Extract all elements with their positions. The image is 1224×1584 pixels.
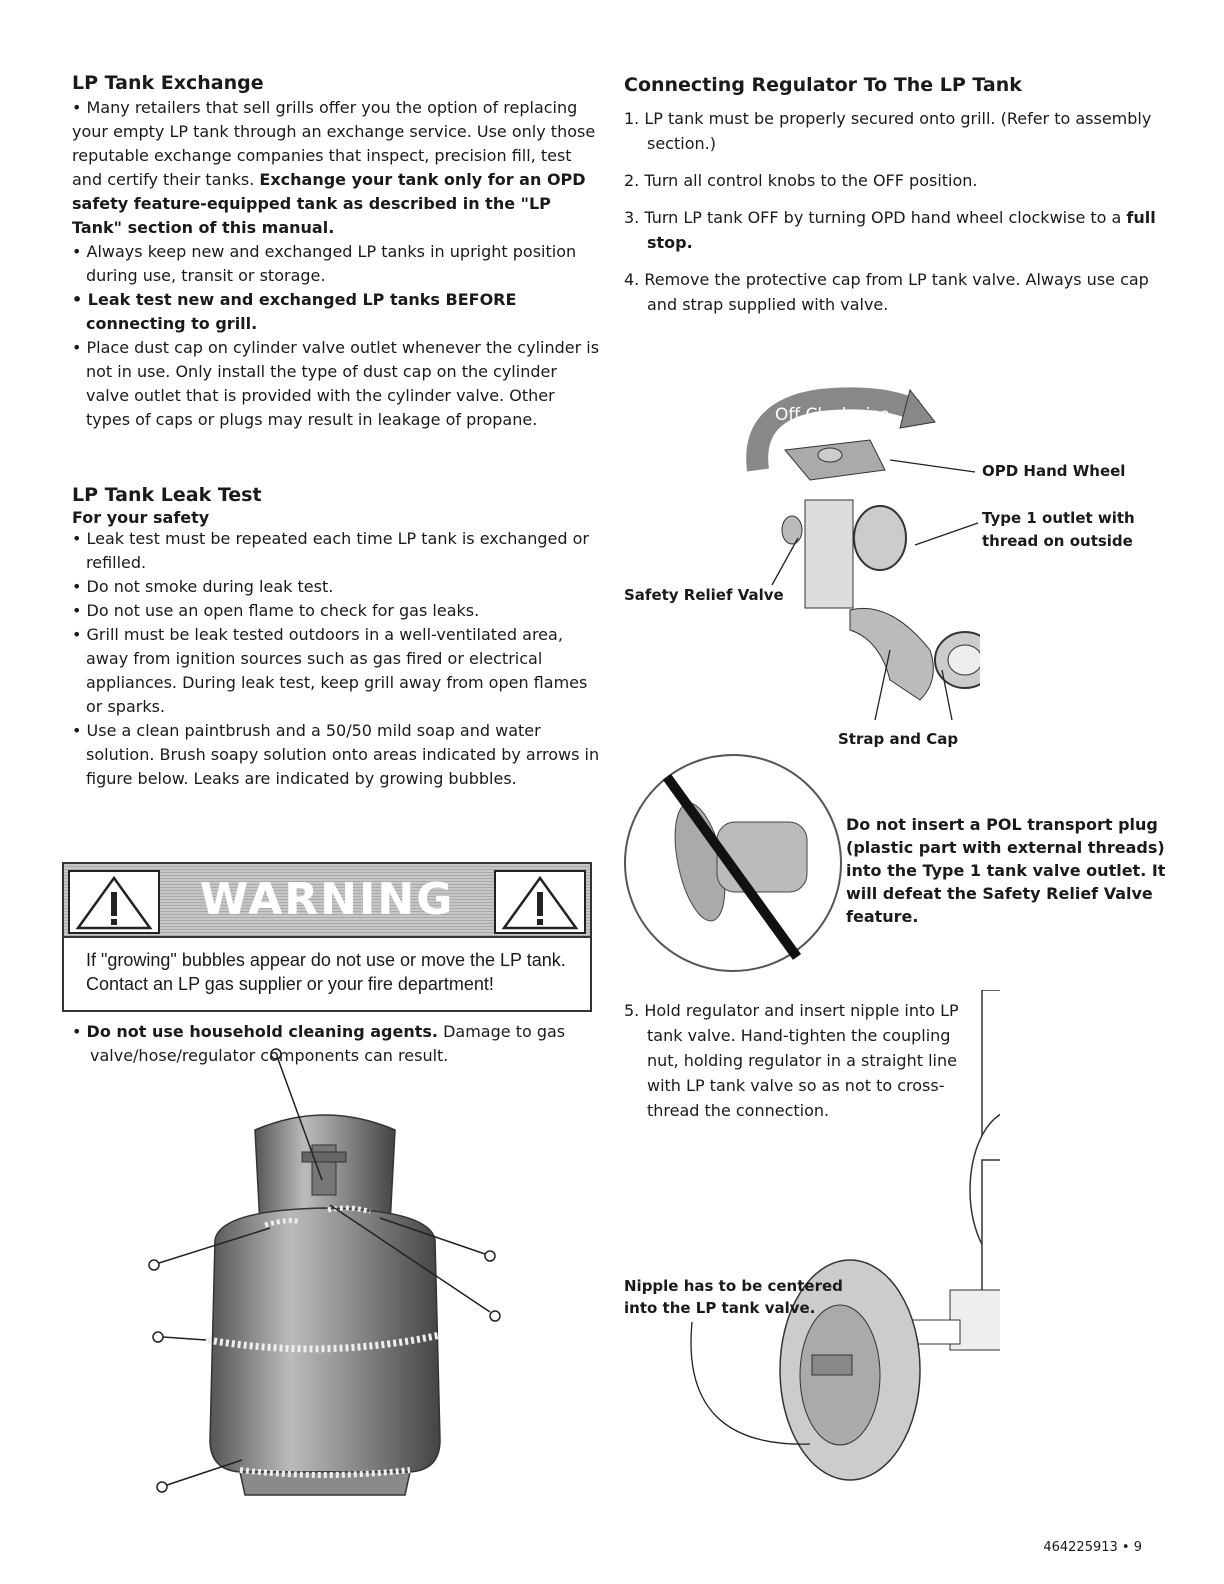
note-bold: Do not use household cleaning agents. <box>86 1022 438 1041</box>
lp-tank-illustration <box>140 1040 540 1560</box>
paragraph-text: • Many retailers that sell grills offer you the option of replacing your empty LP tank through an exchange service. Use only those reputable exchange companies that inspect, precision fill, test and certify their tanks. <box>72 98 596 189</box>
section-heading: LP Tank Exchange <box>72 72 264 94</box>
step-item: 1. LP tank must be properly secured onto grill. (Refer to assembly section.) <box>624 109 1152 153</box>
step-text: 3. Turn LP tank OFF by turning OPD hand wheel clockwise to a <box>624 208 1127 227</box>
lp-tank-exchange-section <box>72 72 602 432</box>
bullet-item: • Do not smoke during leak test. <box>72 577 334 596</box>
household-agents-note: • Do not use household cleaning agents. Damage to gas valve/hose/regulator components can result. <box>72 1022 566 1065</box>
subheading: For your safety <box>72 508 210 527</box>
step-bold-text: full stop. <box>647 208 1156 252</box>
bullet-item: • Always keep new and exchanged LP tanks in upright position during use, transit or storage. <box>72 242 577 285</box>
no-pol-plug-icon <box>622 752 844 974</box>
off-clockwise-arrow-text: Off Clockwise <box>775 405 890 425</box>
nipple-label: Nipple has to be centered into the LP tank valve. <box>624 1277 843 1317</box>
opd-hand-wheel-label: OPD Hand Wheel <box>982 462 1126 480</box>
step-item <box>624 205 1164 255</box>
lp-tank-leak-test-section <box>72 484 602 791</box>
strap-and-cap-label: Strap and Cap <box>838 730 959 748</box>
safety-relief-valve-label: Safety Relief Valve <box>624 586 784 604</box>
bullet-item: • Place dust cap on cylinder valve outlet whenever the cylinder is not in use. Only install the type of dust cap on the cylinder valve outlet that is provided with the cylinder valve. Other types of caps or plugs may result in leakage of propane. <box>72 338 600 429</box>
bullet-item: • Leak test new and exchanged LP tanks BEFORE connecting to grill. <box>72 290 517 333</box>
step-item: 2. Turn all control knobs to the OFF position. <box>624 171 978 190</box>
step-item: 5. Hold regulator and insert nipple into LP tank valve. Hand-tighten the coupling nut, holding regulator in a straight line with LP tank valve so as not to cross-thread the connection. <box>624 1001 959 1120</box>
note-text: Damage to gas valve/hose/regulator components can result. <box>90 1022 566 1065</box>
section-heading: Connecting Regulator To The LP Tank <box>624 74 1022 96</box>
warning-message: If "growing" bubbles appear do not use or move the LP tank. Contact an LP gas supplier or your fire department! <box>86 950 566 994</box>
connecting-regulator-section <box>624 74 1164 329</box>
warning-banner <box>64 864 590 938</box>
warning-title: WARNING <box>199 874 455 925</box>
bullet-item: • Grill must be leak tested outdoors in a well-ventilated area, away from ignition sources such as gas fired or electrical appliances. During leak test, keep grill away from open flames or sparks. <box>72 625 588 716</box>
type1-outlet-label: Type 1 outlet with thread on outside <box>982 509 1135 550</box>
page-footer: 464225913 • 9 <box>1043 1540 1142 1555</box>
nipple-leader <box>680 1318 820 1498</box>
section-heading: LP Tank Leak Test <box>72 484 262 506</box>
pol-warning-text: Do not insert a POL transport plug (plastic part with external threads) into the Type 1 tank valve outlet. It will defeat the Safety Relief Valve feature. <box>846 815 1166 926</box>
bullet-item: • Do not use an open flame to check for gas leaks. <box>72 601 480 620</box>
paragraph-bold-text: Exchange your tank only for an OPD safety feature-equipped tank as described in the "LP Tank" section of this manual. <box>72 170 586 237</box>
paragraph <box>72 96 602 240</box>
step-item: 4. Remove the protective cap from LP tank valve. Always use cap and strap supplied with valve. <box>624 270 1149 314</box>
warning-triangle-icon <box>494 870 586 934</box>
warning-box <box>62 862 592 1012</box>
bullet-item: • Use a clean paintbrush and a 50/50 mild soap and water solution. Brush soapy solution onto areas indicated by arrows in figure below. Leaks are indicated by growing bubbles. <box>72 721 600 788</box>
bullet-item: • Leak test must be repeated each time LP tank is exchanged or refilled. <box>72 529 589 572</box>
warning-triangle-icon <box>68 870 160 934</box>
